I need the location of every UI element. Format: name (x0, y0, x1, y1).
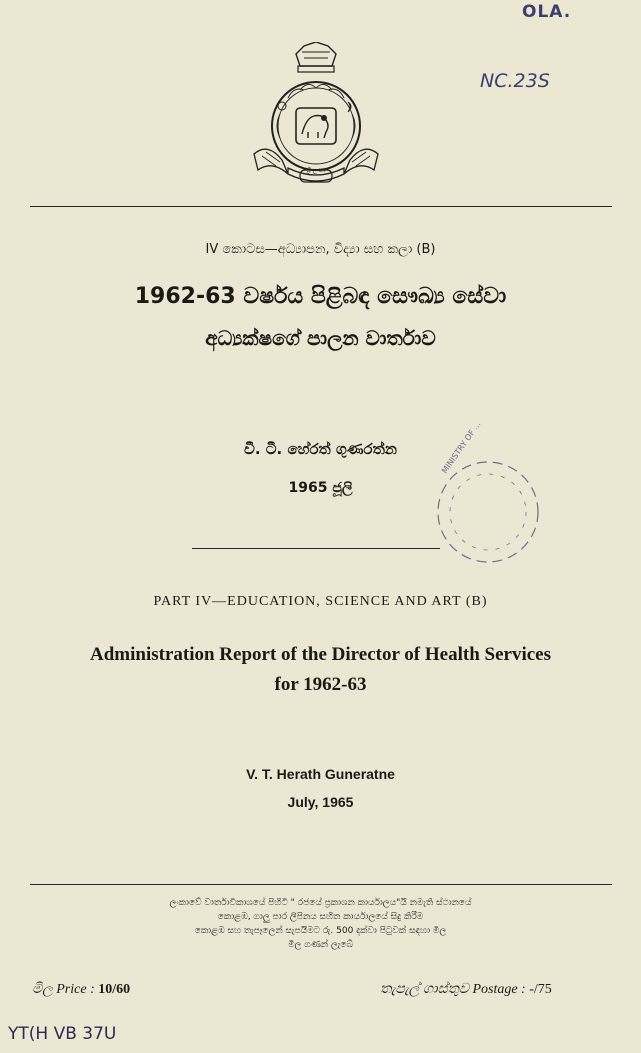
footer-divider (30, 884, 612, 885)
footer-note-line3: කොළඹ සහ තැපෑලෙන් සැපයීමට රු. 500 දක්වා පිටුවක් සඳහා මිල (194, 926, 447, 936)
english-author: V. T. Herath Guneratne (246, 766, 395, 782)
sinhala-title-line1: 1962-63 වර්ෂය පිළිබඳ සෞඛ්‍ය සේවා (134, 284, 507, 309)
price-label: මිල Price : (32, 982, 95, 997)
sinhala-title-line2: අධ්‍යක්ෂගේ පාලන වාර්තාව (205, 326, 436, 350)
top-divider (30, 206, 612, 207)
english-title-line1: Administration Report of the Director of Health Services (89, 644, 551, 665)
english-part-heading: PART IV—EDUCATION, SCIENCE AND ART (B) (153, 594, 488, 609)
handwritten-reference: NC.23S (480, 70, 550, 92)
footer-note-line1: ලංකාවේ වාර්තාවිකාශයේ පිහිටි " රජයේ ප්‍රකාශන කාර්යාලය"යි නමැති ස්ථානයේ (169, 898, 472, 908)
stamp-text: MINISTRY OF ... (440, 419, 483, 476)
price-value: 10/60 (98, 982, 131, 997)
sinhala-author: වී. ටී. හේරත් ගුණරත්න (244, 440, 397, 458)
footer-note-line4: මිල ගණන් ලැබේ (288, 940, 353, 950)
price (32, 982, 130, 998)
handwritten-bottom-left: YT(H VB 37U (8, 1024, 117, 1044)
middle-divider (192, 548, 440, 549)
english-date: July, 1965 (287, 794, 354, 810)
handwritten-top-right: OLA. (522, 2, 572, 22)
postage-label: තැපැල් ගාස්තුව Postage : (380, 982, 526, 997)
sinhala-date: 1965 ජූලි (288, 480, 353, 496)
crest-motto: ශ්‍රී ලංකා (306, 167, 326, 174)
postage-value: -/75 (529, 982, 552, 997)
postage (380, 982, 552, 998)
footer-note (0, 896, 641, 952)
english-title-line2: for 1962-63 (274, 674, 367, 695)
sinhala-part-heading: IV කොටස—අධ්‍යාපන, විද්‍යා සහ කලා (B) (205, 242, 436, 257)
footer-note-line2: කොළඹ, ගාලු පාර ලිපිනය සහිත කාර්යාලයේ සිදු කිරීම (217, 912, 424, 922)
